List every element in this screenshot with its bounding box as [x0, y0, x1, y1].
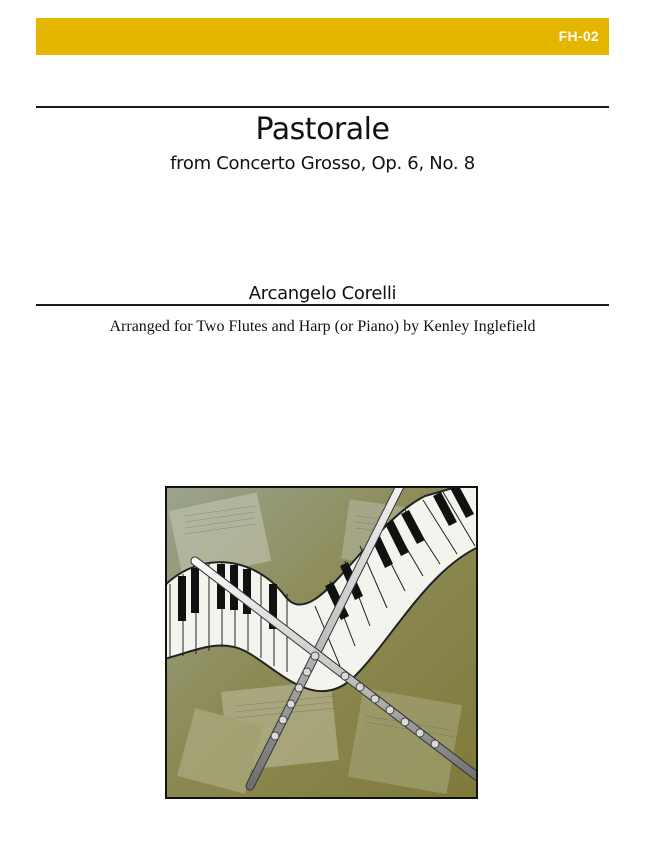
- piece-subtitle: from Concerto Grosso, Op. 6, No. 8: [170, 153, 475, 174]
- composer-name: Arcangelo Corelli: [248, 283, 397, 304]
- cover-illustration: [165, 486, 478, 799]
- piece-title: Pastorale: [255, 112, 390, 147]
- catalog-code: FH-02: [558, 28, 599, 44]
- header-banner: [36, 18, 609, 55]
- top-divider: [36, 106, 609, 108]
- flutes-and-piano-keys-icon: [165, 486, 478, 799]
- composer-divider: [36, 304, 609, 306]
- arrangement-credit: Arranged for Two Flutes and Harp (or Piano) by Kenley Inglefield: [109, 318, 536, 335]
